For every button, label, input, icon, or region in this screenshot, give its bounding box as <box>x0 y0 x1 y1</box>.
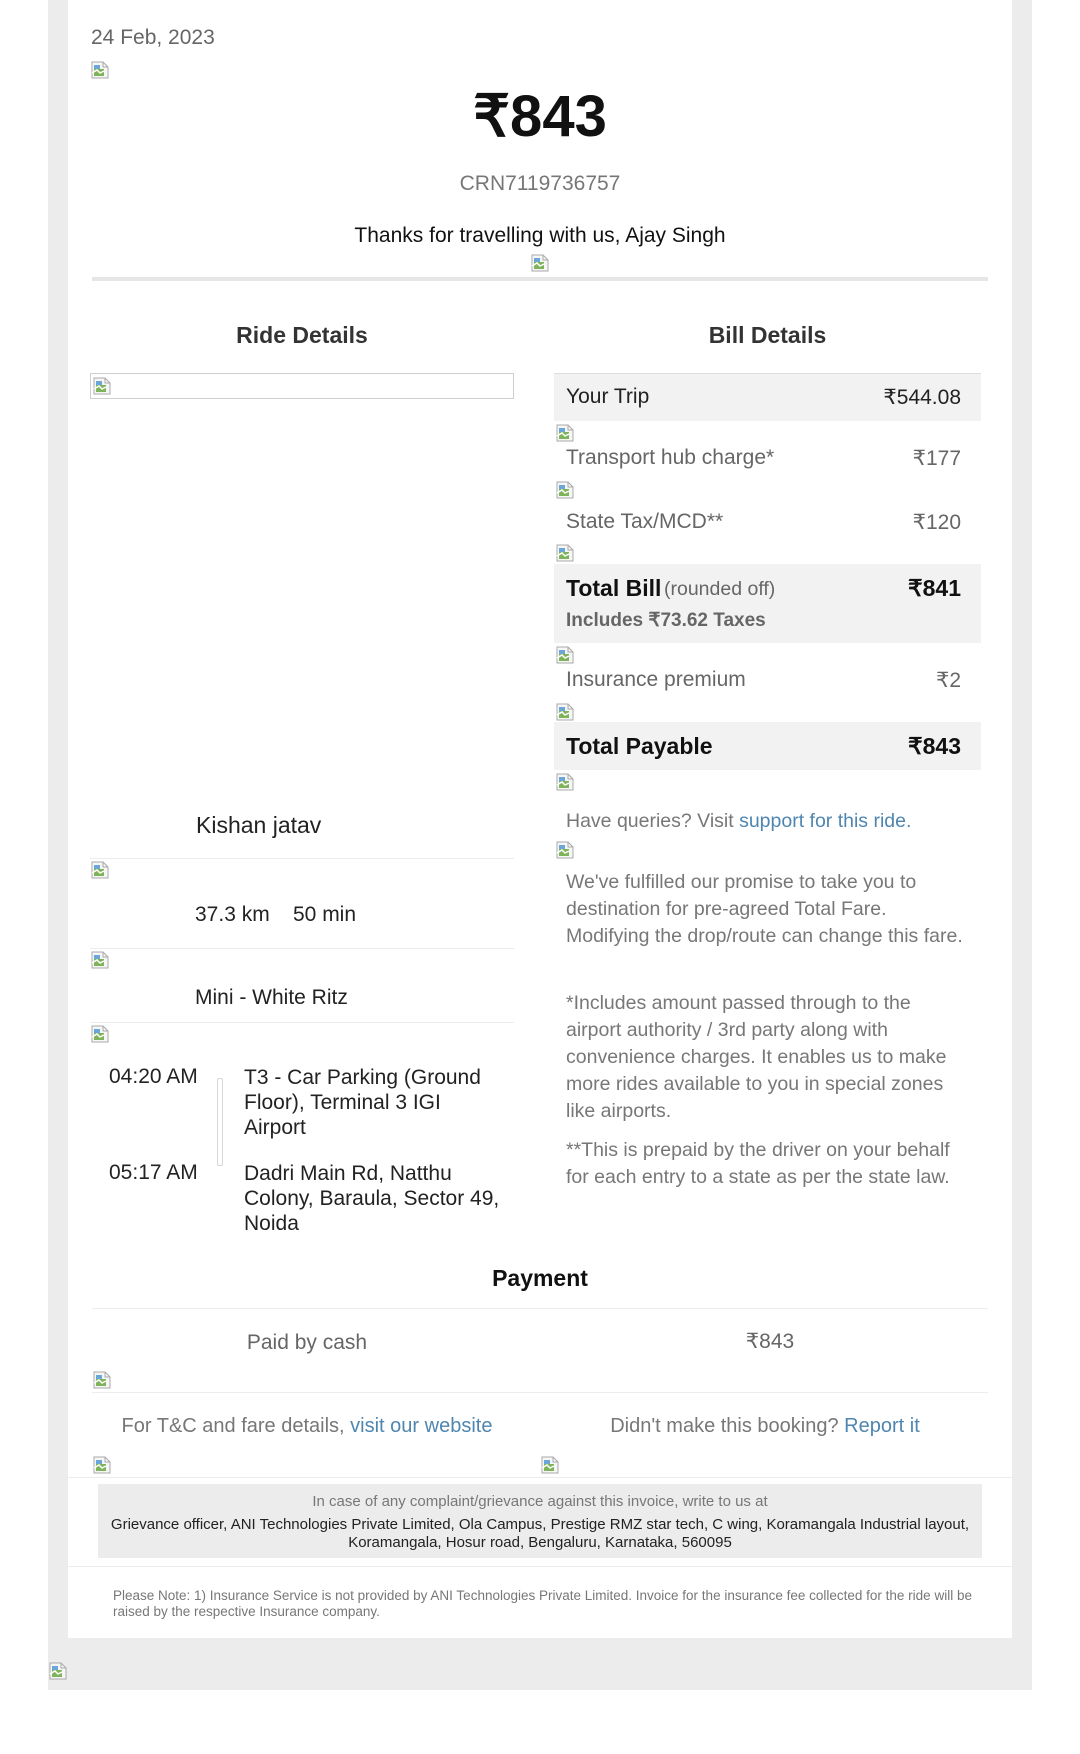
pickup-address: T3 - Car Parking (Ground Floor), Terminal 3 IGI Airport <box>244 1066 481 1139</box>
report-text: Didn't make this booking? <box>610 1415 839 1437</box>
complaint-line: In case of any complaint/grievance against this invoice, write to us at <box>312 1493 768 1510</box>
insurance-label: Insurance premium <box>566 668 746 691</box>
queries-line <box>566 808 970 835</box>
route-map-image <box>90 373 514 399</box>
total-payable-value: ₹843 <box>907 733 961 759</box>
broken-image-icon <box>555 772 575 792</box>
taxes-included-note: Includes ₹73.62 Taxes <box>566 610 766 631</box>
tc-text: For T&C and fare details, <box>121 1415 345 1437</box>
pickup-time: 04:20 AM <box>109 1065 198 1088</box>
bill-details-title: Bill Details <box>708 322 827 348</box>
invoice-date: 24 Feb, 2023 <box>91 26 215 49</box>
hub-charge-label: Transport hub charge* <box>566 446 775 469</box>
payment-method: Paid by cash <box>246 1331 368 1354</box>
bill-row-total <box>554 564 981 643</box>
route-line <box>217 1078 223 1166</box>
insurance-disclaimer: Please Note: 1) Insurance Service is not provided by ANI Technologies Private Limited. Invoice for the insurance fee collected for the ride will be raised by the respective Insurance company. <box>113 1588 972 1619</box>
divider <box>68 1566 1012 1567</box>
divider <box>90 1022 514 1023</box>
broken-image-icon <box>90 860 110 880</box>
bill-row-hub-charge <box>554 444 981 476</box>
report-link[interactable]: Report it <box>844 1415 920 1437</box>
drop-time: 05:17 AM <box>109 1161 198 1184</box>
state-tax-footnote: **This is prepaid by the driver on your behalf for each entry to a state as per the state law. <box>566 1139 950 1188</box>
broken-image-icon <box>90 950 110 970</box>
total-bill-label: Total Bill <box>566 575 662 601</box>
support-link[interactable]: support for this ride. <box>739 810 912 832</box>
crn-number: CRN7119736757 <box>459 172 621 195</box>
ride-distance: 37.3 km <box>195 903 270 926</box>
state-tax-label: State Tax/MCD** <box>566 510 724 533</box>
broken-image-icon <box>540 1455 560 1475</box>
insurance-value: ₹2 <box>935 669 961 692</box>
website-link[interactable]: visit our website <box>350 1415 493 1437</box>
ride-duration: 50 min <box>293 903 357 926</box>
payment-amount: ₹843 <box>745 1330 795 1353</box>
broken-image-icon <box>92 1370 112 1390</box>
broken-image-icon <box>555 702 575 722</box>
broken-image-icon <box>530 253 550 273</box>
bill-row-insurance <box>554 666 981 698</box>
bill-row-total-payable <box>554 722 981 770</box>
total-amount: ₹843 <box>473 84 607 149</box>
divider <box>92 1392 988 1393</box>
payment-title: Payment <box>492 1265 588 1291</box>
report-line <box>544 1415 986 1438</box>
your-trip-value: ₹544.08 <box>883 386 961 409</box>
divider <box>90 858 514 859</box>
divider <box>68 1477 1012 1478</box>
divider <box>90 948 514 949</box>
thanks-message: Thanks for travelling with us, Ajay Singh <box>354 224 726 247</box>
ride-details-title: Ride Details <box>236 322 368 348</box>
broken-image-icon <box>555 840 575 860</box>
broken-image-icon <box>555 645 575 665</box>
broken-image-icon <box>555 423 575 443</box>
grievance-address: Grievance officer, ANI Technologies Private Limited, Ola Campus, Prestige RMZ star tech, C wing, Koramangala Industrial layout, Koramangala, Hosur road, Bengaluru, Karnataka, 560095 <box>110 1516 970 1551</box>
hub-charge-footnote: *Includes amount passed through to the airport authority / 3rd party along with convenience charges. It enables us to make more rides available to you in special zones like airports. <box>566 992 947 1122</box>
total-bill-value: ₹841 <box>907 575 961 601</box>
queries-text: Have queries? Visit <box>566 810 734 832</box>
broken-image-icon <box>48 1661 68 1681</box>
hub-charge-value: ₹177 <box>912 447 961 470</box>
broken-image-icon <box>92 376 112 396</box>
grievance-box <box>98 1484 982 1558</box>
your-trip-label: Your Trip <box>566 385 650 408</box>
drop-address: Dadri Main Rd, Natthu Colony, Baraula, Sector 49, Noida <box>244 1162 500 1235</box>
broken-image-icon <box>90 60 110 80</box>
broken-image-icon <box>90 1024 110 1044</box>
vehicle-info: Mini - White Ritz <box>195 986 348 1009</box>
broken-image-icon <box>555 480 575 500</box>
divider <box>92 1308 988 1309</box>
divider <box>92 277 988 281</box>
state-tax-value: ₹120 <box>912 511 961 534</box>
broken-image-icon <box>92 1455 112 1475</box>
rounded-off-note: (rounded off) <box>664 578 776 600</box>
bill-row-state-tax <box>554 508 981 540</box>
bill-row-your-trip <box>554 373 981 421</box>
driver-name: Kishan jatav <box>196 812 322 838</box>
tc-line <box>92 1415 522 1438</box>
fare-promise-note: We've fulfilled our promise to take you to destination for pre-agreed Total Fare. Modifying the drop/route can change this fare. <box>566 871 963 947</box>
total-payable-label: Total Payable <box>566 733 713 759</box>
broken-image-icon <box>555 543 575 563</box>
